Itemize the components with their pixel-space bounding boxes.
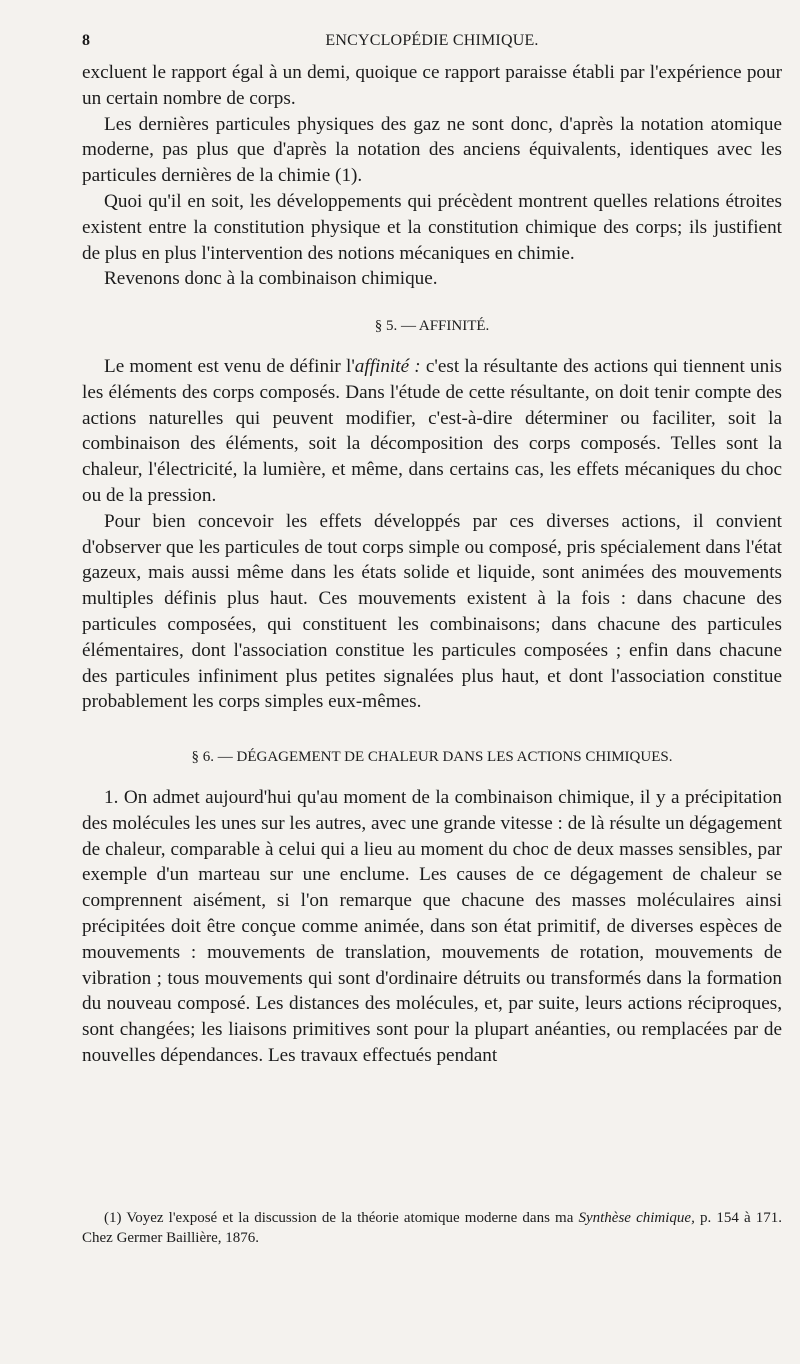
text-run: c'est la résultante des actions qui tiennent unis les éléments des corps composés. Dans l'étude de cette résultante, on doit tenir compte des actions naturelles qui peuvent modifier, c'est-à-dire déterminer ou faciliter, soit la combinaison des éléments, soit la décomposition des corps composés. Telles sont la chaleur, l'électricité, la lumière, et même, dans certains cas, les effets mécaniques du choc ou de la pression. — [82, 355, 782, 506]
paragraph: 1. On admet aujourd'hui qu'au moment de la combinaison chimique, il y a précipitation des molécules les unes sur les autres, avec une grande vitesse : de là résulte un dégagement de chaleur, comparable à celui qui a lieu au moment du choc de deux masses sensibles, par exemple d'un marteau sur une enclume. Les causes de ce dégagement de chaleur se comprennent aisément, si l'on remarque que chacune des masses moléculaires ainsi précipitées doit être conçue comme animée, dans son état primitif, de diverses espèces de mouvements : mouvements de translation, mouvements de rotation, mouvements de vibration ; tous mouvements qui sont d'ordinaire détruits ou transformés dans la formation du nouveau composé. Les distances des molécules, et, par suite, leurs actions réciproques, sont changées; les liaisons primitives sont pour la plupart anéanties, ou remplacées par de nouvelles dépendances. Les travaux effectués pendant — [82, 786, 782, 1066]
paragraph-affinite-definition — [82, 354, 782, 509]
paragraph: Quoi qu'il en soit, les développements qui précèdent montrent quelles relations étroites existent entre la constitution physique et la constitution chimique des corps; ils justifient de plus en plus l'intervention des notions mécaniques en chimie. — [82, 190, 782, 264]
paragraph: Revenons donc à la combinaison chimique. — [104, 268, 438, 290]
italic-title: Synthèse chimique, — [578, 1210, 695, 1226]
italic-term: affinité : — [354, 355, 421, 377]
footnote — [82, 1208, 782, 1248]
paragraph: Pour bien concevoir les effets développés par ces diverses actions, il convient d'observer que les particules de tout corps simple ou composé, pris spécialement dans l'état gazeux, mais aussi même dans les états solide et liquide, sont animées des mouvements multiples définis plus haut. Ces mouvements existent à la fois : dans chacune des particules composées, qui constituent les combinaisons; dans chacune des particules élémentaires, dont l'association constitue les particules composées ; enfin dans chacune des particules infiniment plus petites signalées plus haut, et dont l'association constitue probablement les corps simples eux-mêmes. — [82, 510, 782, 713]
section-heading-chaleur: § 6. — DÉGAGEMENT DE CHALEUR DANS LES ACTIONS CHIMIQUES. — [191, 749, 673, 766]
text-run: (1) Voyez l'exposé et la discussion de la théorie atomique moderne dans ma — [104, 1210, 579, 1226]
paragraph-continued: excluent le rapport égal à un demi, quoique ce rapport paraisse établi par l'expérience pour un certain nombre de corps. — [82, 62, 782, 109]
text-run: Le moment est venu de définir l' — [104, 355, 355, 377]
main-text — [82, 60, 782, 1069]
page-number: 8 — [82, 32, 91, 49]
section-heading-affinite: § 5. — AFFINITÉ. — [374, 318, 490, 335]
paragraph: Les dernières particules physiques des gaz ne sont donc, d'après la notation atomique moderne, pas plus que d'après la notation des anciens équivalents, identiques avec les particules dernières de la chimie (1). — [82, 113, 782, 187]
running-title: ENCYCLOPÉDIE CHIMIQUE. — [325, 32, 539, 49]
page-header — [82, 28, 782, 54]
text-run: p. 154 à 171. Chez Germer Baillière, 1876. — [82, 1210, 782, 1246]
footnotes — [82, 1208, 782, 1248]
